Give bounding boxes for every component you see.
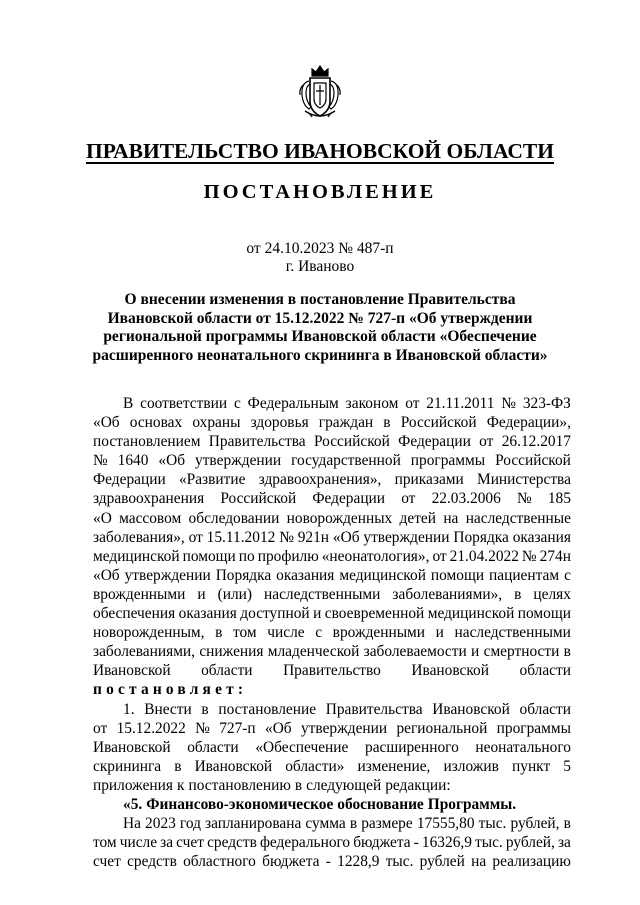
section-heading: «5. Финансово-экономическое обоснование Программы. [123,795,517,813]
body-line: № 1640 «Об утверждении государственной программы Российской [93,452,571,470]
body-line: «О массовом обследовании новорожденных детей на наследственные [93,509,571,527]
title-line: региональной программы Ивановской области «Обеспечение [103,328,537,345]
body-line: заболевания», от 15.11.2012 № 921н «Об утверждении Порядка оказания [93,528,571,546]
title-line: расширенного неонатального скрининга в Ивановской области» [92,346,548,364]
document-date-number: от 24.10.2023 № 487-п [246,240,394,257]
body-line: На 2023 год запланирована сумма в размере 17555,80 тыс. рублей, в [123,815,571,833]
document-city: г. Иваново [285,258,355,275]
document-title [80,291,560,365]
body-line: постановлением Правительства Российской Федерации от 26.12.2017 [93,433,571,451]
body-line: счет средств областного бюджета - 1228,9 тыс. рублей на реализацию [93,853,571,871]
body-line: скрининга в Ивановской области» изменение, изложив пункт 5 [93,757,571,775]
body-line: «Об утверждении Порядка оказания медицинской помощи пациентам с [93,566,571,584]
body-line: Ивановской области «Обеспечение расширенного неонатального [93,738,571,756]
body-line: Федерации «Развитие здравоохранения», приказами Министерства [93,471,571,489]
body-line: здравоохранения Российской Федерации от 22.03.2006 № 185 [93,490,571,508]
coat-of-arms-emblem [297,63,343,121]
body-line: от 15.12.2022 № 727-п «Об утверждении региональной программы [93,719,571,737]
body-line: «Об основах охраны здоровья граждан в Российской Федерации», [93,414,571,432]
resolution-word: постановляет: [93,681,248,699]
body-line: врожденными и (или) наследственными заболеваниями», в целях [93,585,571,603]
document-meta [0,240,640,276]
body-line: заболеваниями, снижения младенческой заболеваемости и смертности в [93,643,571,661]
body-line: Ивановской области Правительство Ивановской области [93,662,571,680]
body-line: обеспечения оказания доступной и своевременной медицинской помощи [93,605,571,623]
document-type-heading: ПОСТАНОВЛЕНИЕ [203,181,437,203]
body-line: 1. Внести в постановление Правительства Ивановской области [123,700,571,718]
title-line: Ивановской области от 15.12.2022 № 727-п «Об утверждении [107,309,533,327]
body-line: В соответствии с Федеральным законом от 21.11.2011 № 323-ФЗ [123,395,571,412]
organization-heading: ПРАВИТЕЛЬСТВО ИВАНОВСКОЙ ОБЛАСТИ [86,139,554,163]
document-body [93,394,571,871]
body-line: приложения к постановлению в следующей редакции: [93,776,451,794]
title-line: О внесении изменения в постановление Правительства [124,291,516,308]
body-line: новорожденным, в том числе с врожденными и наследственными [93,624,571,642]
body-line: том числе за счет средств федерального бюджета - 16326,9 тыс. рублей, за [93,834,571,852]
body-line: медицинской помощи по профилю «неонатология», от 21.04.2022 № 274н [93,547,571,565]
